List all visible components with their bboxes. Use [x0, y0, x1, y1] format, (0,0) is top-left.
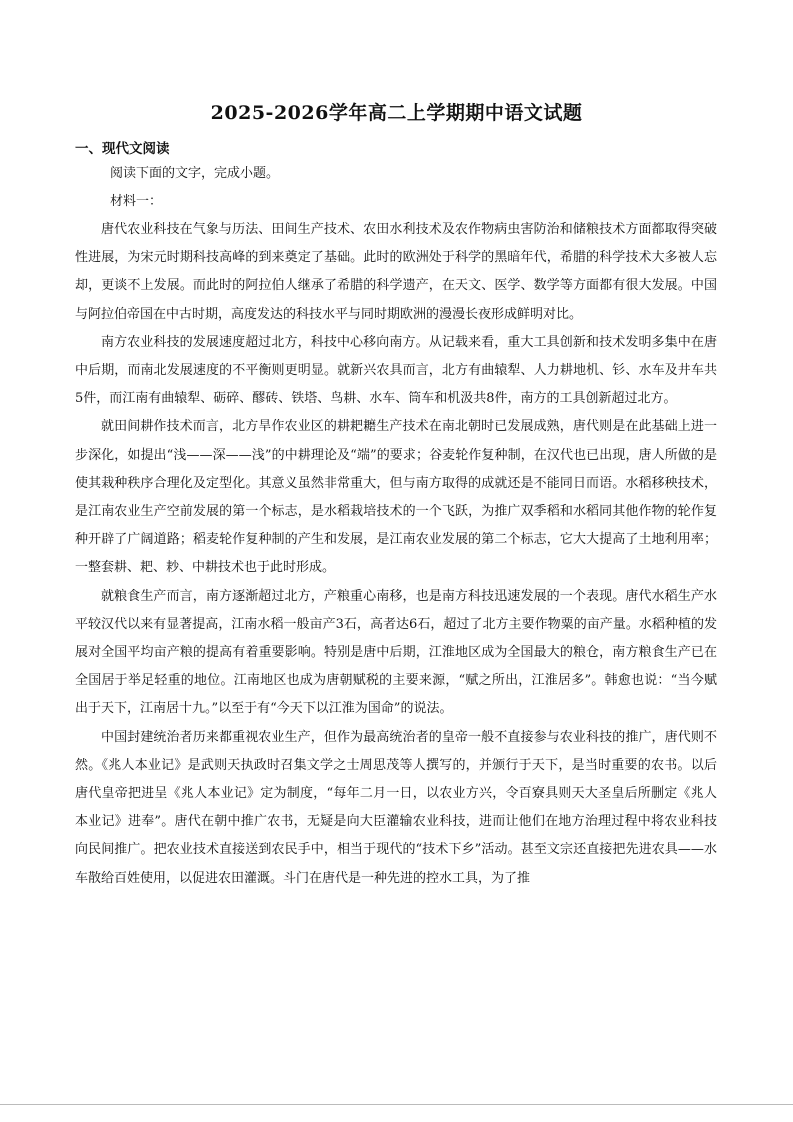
- reading-instruction: 阅读下面的文字，完成小题。: [110, 166, 280, 181]
- passage-paragraph-4: 就粮食生产而言，南方逐渐超过北方，产粮重心南移，也是南方科技迅速发展的一个表现。唐代水稻生产水平较汉代以来有显著提高，江南水稻一般亩产3石，高者达6石，超过了北方主要作物粟的亩产量。水稻种植的发展对全国平均亩产粮的提高有着重要影响。特别是唐中后期，江淮地区成为全国最大的粮仓，南方粮食生产已在全国居于举足轻重的地位。江南地区也成为唐朝赋税的主要来源，“赋之所出，江淮居多”。韩愈也说：“当今赋出于天下，江南居十九。”以至于有“今天下以江淮为国命”的说法。: [75, 588, 717, 717]
- passage-body: [75, 216, 717, 893]
- passage-paragraph-5: 中国封建统治者历来都重视农业生产，但作为最高统治者的皇帝一般不直接参与农业科技的推广，唐代则不然。《兆人本业记》是武则天执政时召集文学之士周思茂等人撰写的，并颁行于天下，是当时重要的农书。以后唐代皇帝把进呈《兆人本业记》定为制度，“每年二月一日，以农业方兴，令百寮具则天大圣皇后所删定《兆人本业记》进奉”。唐代在朝中推广农书，无疑是向大臣灌输农业科技，进而让他们在地方治理过程中将农业科技向民间推广。把农业技术直接送到农民手中，相当于现代的“技术下乡”活动。甚至文宗还直接把先进农具——水车散给百姓使用，以促进农田灌溉。斗门在唐代是一种先进的控水工具，为了推: [75, 729, 717, 886]
- section-heading: 一、现代文阅读: [75, 141, 170, 157]
- passage-paragraph-1: 唐代农业科技在气象与历法、田间生产技术、农田水利技术及农作物病虫害防治和储粮技术方面都取得突破性进展，为宋元时期科技高峰的到来奠定了基础。此时的欧洲处于科学的黑暗年代，希腊的科学技术大多被人忘却，更谈不上发展。而此时的阿拉伯人继承了希腊的科学遗产，在天文、医学、数学等方面都有很大发展。中国与阿拉伯帝国在中古时期，高度发达的科技水平与同时期欧洲的漫漫长夜形成鲜明对比。: [75, 222, 717, 322]
- exam-title: 2025-2026学年高二上学期期中语文试题: [210, 102, 583, 124]
- passage-paragraph-3: 就田间耕作技术而言，北方旱作农业区的耕耙耱生产技术在南北朝时已发展成熟，唐代则是在此基础上进一步深化，如提出“浅——深——浅”的中耕理论及“端”的要求；谷麦轮作复种制，在汉代也已出现，唐人所做的是使其栽种秩序合理化及定型化。其意义虽然非常重大，但与南方取得的成就还是不能同日而语。水稻移秧技术，是江南农业生产空前发展的第一个标志，是水稻栽培技术的一个飞跃，为推广双季稻和水稻同其他作物的轮作复种开辟了广阔道路；稻麦轮作复种制的产生和发展，是江南农业发展的第二个标志，它大大提高了土地利用率；一整套耕、耙、耖、中耕技术也于此时形成。: [75, 419, 717, 576]
- page-bottom-rule: [0, 1104, 793, 1105]
- passage-paragraph-2: 南方农业科技的发展速度超过北方，科技中心移向南方。从记载来看，重大工具创新和技术发明多集中在唐中后期，而南北发展速度的不平衡则更明显。就新兴农具而言，北方有曲辕犁、人力耕地机、钐、水车及井车共5件，而江南有曲辕犁、砺碎、醪砖、铁塔、鸟耕、水车、筒车和机汲共8件，南方的工具创新超过北方。: [75, 334, 717, 407]
- material-label: 材料一：: [110, 194, 163, 209]
